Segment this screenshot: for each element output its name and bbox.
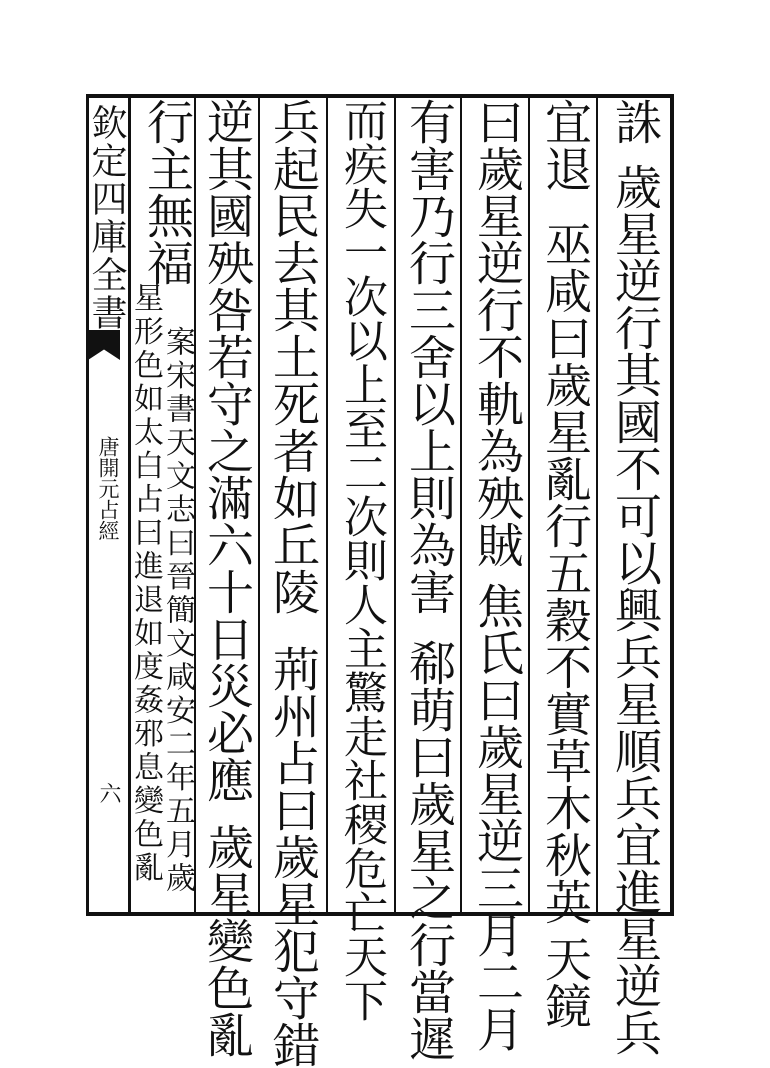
text-column-1 [606, 98, 662, 1056]
column-8-segment-2: 案宋書天文志曰晉簡文咸安二年五月歲 [160, 326, 195, 896]
column-1-segment-1: 誅 [607, 98, 662, 145]
text-column-5 [332, 98, 388, 1022]
column-6-segment-1: 兵起民去其土死者如丘陵 [265, 98, 320, 615]
text-column-3 [468, 98, 524, 1052]
column-5-segment-1: 而疾失一次以上至二次則人主驚走社稷危亡天下 [336, 98, 387, 1022]
column-1-segment-2: 歲星逆行其國不可以興兵星順兵宜進星逆兵 [607, 163, 662, 1056]
text-column-8-note [160, 326, 194, 896]
column-7-segment-2: 歲星變色亂 [199, 823, 254, 1058]
column-2-segment-3: 天鏡 [537, 935, 592, 1029]
text-column-9-note [128, 282, 162, 885]
margin-book-subtitle: 唐開元占經 [96, 436, 120, 541]
column-4-segment-2: 郗萌曰歲星之行當遲 [401, 639, 456, 1062]
text-column-6 [264, 98, 320, 1068]
text-column-8-main [134, 98, 194, 286]
column-4-segment-1: 有害乃行三舍以上則為害 [401, 98, 456, 615]
column-9-segment-1: 星形色如太白占曰進退如度姦邪息變色亂 [128, 282, 163, 885]
frame-right-border [670, 94, 674, 916]
text-column-2 [536, 98, 592, 1029]
column-3-segment-2: 焦氏曰歲星逆三月二月 [469, 582, 524, 1052]
column-rule-1 [596, 98, 598, 912]
column-rule-4 [394, 98, 396, 912]
column-rule-5 [326, 98, 328, 912]
column-6-segment-2: 荊州占曰歲星犯守錯 [265, 645, 320, 1068]
text-column-4 [400, 98, 456, 1062]
column-2-segment-1: 宜退 [537, 98, 592, 192]
column-2-segment-2: 巫咸曰歲星亂行五穀不實草木秋英 [537, 220, 592, 925]
margin-page-number: 六 [96, 782, 121, 804]
text-column-7 [198, 98, 254, 1058]
column-rule-6 [258, 98, 260, 912]
column-3-segment-1: 曰歲星逆行不軌為殃賊 [469, 98, 524, 568]
column-8-segment-1: 行主無福 [139, 98, 194, 286]
fish-tail-mark-icon [88, 330, 120, 360]
margin-book-title: 欽定四庫全書 [86, 104, 127, 332]
column-rule-3 [460, 98, 462, 912]
column-rule-2 [528, 98, 530, 912]
column-7-segment-1: 逆其國殃咎若守之滿六十日災必應 [199, 98, 254, 803]
